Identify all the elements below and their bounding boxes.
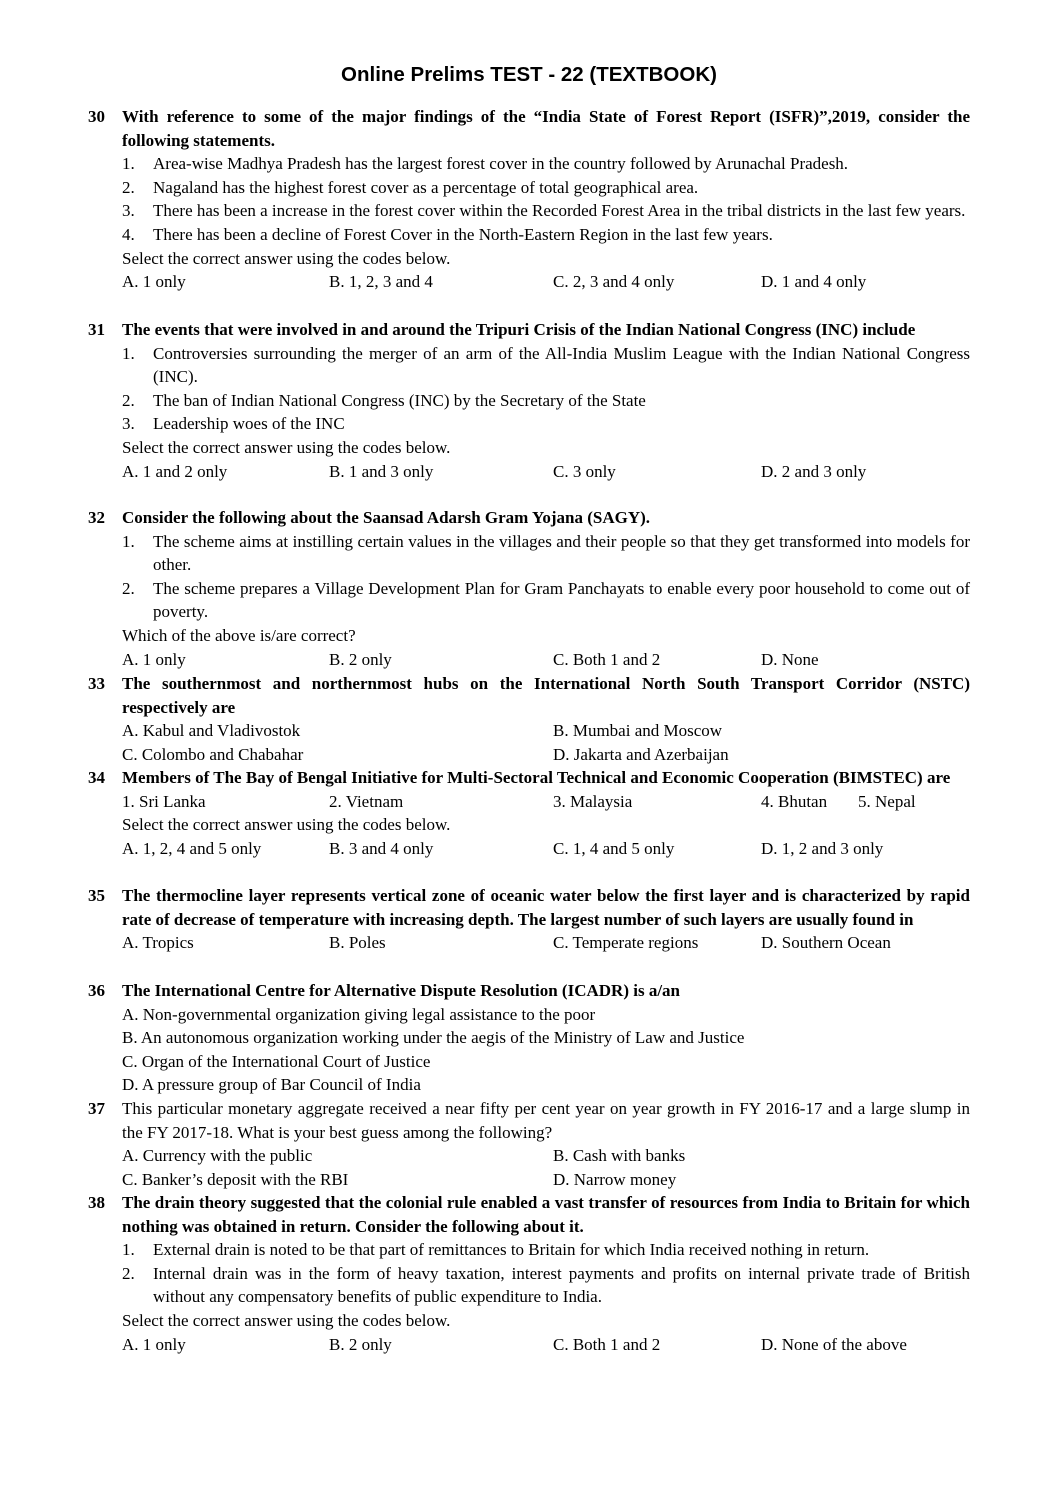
question-33 <box>88 672 970 766</box>
options-row <box>122 837 970 861</box>
page-title: Online Prelims TEST - 22 (TEXTBOOK) <box>341 63 717 86</box>
statement <box>122 389 970 413</box>
question-number: 38 <box>88 1193 105 1212</box>
statement <box>122 1238 970 1262</box>
item-1: 1. Sri Lanka <box>122 791 206 811</box>
option-c: C. 2, 3 and 4 only <box>553 272 675 292</box>
statement-number: 1. <box>122 1240 135 1260</box>
options-row <box>122 931 970 955</box>
item-2: 2. Vietnam <box>329 791 404 811</box>
option-c: C. Colombo and Chabahar <box>122 744 304 764</box>
statement-text: External drain is noted to be that part of remittances to Britain for which India received nothing in return. <box>153 1240 870 1260</box>
question-number: 30 <box>88 107 105 126</box>
answer-prompt: Which of the above is/are correct? <box>122 625 356 645</box>
statement-text: The ban of Indian National Congress (INC) by the Secretary of the State <box>153 390 646 410</box>
statement-number: 1. <box>122 531 135 551</box>
question-number: 36 <box>88 981 105 1000</box>
question-text: The southernmost and northernmost hubs on the International North South Transport Corridor (NSTC) respectively are <box>122 674 970 717</box>
option-b: B. 1, 2, 3 and 4 <box>329 272 433 292</box>
question-text: With reference to some of the major findings of the “India State of Forest Report (ISFR)”,2019, consider the following statements. <box>122 107 970 150</box>
statement-number: 2. <box>122 578 135 598</box>
statement <box>122 176 970 200</box>
question-30 <box>88 105 970 294</box>
statement-text: Area-wise Madhya Pradesh has the largest forest cover in the country followed by Arunachal Pradesh. <box>153 154 849 174</box>
question-37 <box>88 1097 970 1191</box>
option-c: C. Both 1 and 2 <box>553 649 661 669</box>
statement <box>122 152 970 176</box>
option-d: D. 1 and 4 only <box>761 272 867 292</box>
statement-text: There has been a decline of Forest Cover in the North-Eastern Region in the last few years. <box>153 224 773 244</box>
options-row <box>122 1168 970 1192</box>
statement-number: 3. <box>122 201 135 221</box>
option-b: B. 2 only <box>329 649 392 669</box>
statement-text: Controversies surrounding the merger of an arm of the All-India Muslim League with the Indian National Congress (INC). <box>153 343 970 387</box>
answer-prompt: Select the correct answer using the codes below. <box>122 1310 451 1330</box>
option-d: D. A pressure group of Bar Council of India <box>122 1075 421 1095</box>
option-d: D. Jakarta and Azerbaijan <box>553 744 729 764</box>
items-row <box>122 790 970 814</box>
statement-number: 2. <box>122 177 135 197</box>
options-row <box>122 719 970 743</box>
statement <box>122 577 970 624</box>
option-c: C. Banker’s deposit with the RBI <box>122 1169 349 1189</box>
option-c: C. 3 only <box>553 461 616 481</box>
statement <box>122 530 970 577</box>
option-a: A. 1 and 2 only <box>122 461 228 481</box>
option-c: C. 1, 4 and 5 only <box>553 838 675 858</box>
question-text: The International Centre for Alternative Dispute Resolution (ICADR) is a/an <box>122 981 680 1000</box>
option-d: D. Southern Ocean <box>761 933 891 953</box>
option-d: D. Narrow money <box>553 1169 677 1189</box>
question-text: The thermocline layer represents vertical zone of oceanic water below the first layer and is characterized by rapid rate of decrease of temperature with increasing depth. The largest number of such layers are usually found in <box>122 886 970 929</box>
question-35 <box>88 884 970 955</box>
statement-text: The scheme prepares a Village Development Plan for Gram Panchayats to enable every poor household to come out of poverty. <box>153 578 970 622</box>
statement-text: The scheme aims at instilling certain values in the villages and their people so that they get transformed into models for other. <box>153 531 970 575</box>
statement-number: 2. <box>122 390 135 410</box>
question-number: 31 <box>88 320 105 339</box>
statement <box>122 342 970 389</box>
option-b: B. 1 and 3 only <box>329 461 434 481</box>
statement-text: Nagaland has the highest forest cover as a percentage of total geographical area. <box>153 177 699 197</box>
option-a: A. 1, 2, 4 and 5 only <box>122 838 262 858</box>
option-d: D. None of the above <box>761 1334 907 1354</box>
statement <box>122 223 970 247</box>
statement <box>122 1262 970 1309</box>
item-5: 5. Nepal <box>858 791 916 811</box>
question-number: 37 <box>88 1099 105 1118</box>
option-a: A. 1 only <box>122 1334 186 1354</box>
option-a: A. 1 only <box>122 272 186 292</box>
option-a: A. Currency with the public <box>122 1146 313 1166</box>
question-text: This particular monetary aggregate received a near fifty per cent year on year growth in FY 2016-17 and a large slump in the FY 2017-18. What is your best guess among the following? <box>122 1099 970 1142</box>
option-b: B. 3 and 4 only <box>329 838 434 858</box>
option-a: A. Kabul and Vladivostok <box>122 721 301 741</box>
statement-text: Leadership woes of the INC <box>153 414 345 434</box>
answer-prompt: Select the correct answer using the codes below. <box>122 248 451 268</box>
answer-prompt: Select the correct answer using the codes below. <box>122 815 451 835</box>
item-4: 4. Bhutan <box>761 791 828 811</box>
options-row <box>122 1333 970 1357</box>
option-b: B. Cash with banks <box>553 1146 686 1166</box>
statement-text: Internal drain was in the form of heavy taxation, interest payments and profits on internal private trade of British without any compensatory benefits of public expenditure to India. <box>153 1263 970 1307</box>
option-c: C. Temperate regions <box>553 933 699 953</box>
option-d: D. 2 and 3 only <box>761 461 867 481</box>
statement <box>122 412 970 436</box>
option-a: A. Non-governmental organization giving legal assistance to the poor <box>122 1004 596 1024</box>
options-row <box>122 743 970 767</box>
option-b: B. 2 only <box>329 1334 392 1354</box>
question-34 <box>88 766 970 860</box>
question-text: Members of The Bay of Bengal Initiative for Multi-Sectoral Technical and Economic Cooperation (BIMSTEC) are <box>122 768 951 787</box>
question-36 <box>88 979 970 1097</box>
option-b: B. An autonomous organization working under the aegis of the Ministry of Law and Justice <box>122 1028 745 1048</box>
option-a: A. Tropics <box>122 933 194 953</box>
option-c: C. Both 1 and 2 <box>553 1334 661 1354</box>
options-row <box>122 460 970 484</box>
statement-number: 2. <box>122 1263 135 1283</box>
option-b: B. Poles <box>329 933 386 953</box>
option-a: A. 1 only <box>122 649 186 669</box>
options-row <box>122 648 970 672</box>
statement-text: There has been a increase in the forest cover within the Recorded Forest Area in the tribal districts in the last few years. <box>153 201 966 221</box>
question-number: 35 <box>88 886 105 905</box>
statement-number: 3. <box>122 414 135 434</box>
question-31 <box>88 318 970 483</box>
answer-prompt: Select the correct answer using the codes below. <box>122 437 451 457</box>
statement <box>122 199 970 223</box>
question-38 <box>88 1191 970 1356</box>
option-c: C. Organ of the International Court of Justice <box>122 1051 431 1071</box>
question-text: The drain theory suggested that the colonial rule enabled a vast transfer of resources from India to Britain for which nothing was obtained in return. Consider the following about it. <box>122 1193 970 1236</box>
options-row <box>122 1144 970 1168</box>
question-number: 34 <box>88 768 105 787</box>
question-number: 33 <box>88 674 105 693</box>
option-d: D. None <box>761 649 819 669</box>
question-text: Consider the following about the Saansad Adarsh Gram Yojana (SAGY). <box>122 508 651 527</box>
statement-number: 1. <box>122 343 135 363</box>
option-d: D. 1, 2 and 3 only <box>761 838 884 858</box>
options-row <box>122 270 970 294</box>
question-32 <box>88 506 970 671</box>
item-3: 3. Malaysia <box>553 791 633 811</box>
question-number: 32 <box>88 508 105 527</box>
option-b: B. Mumbai and Moscow <box>553 721 723 741</box>
statement-number: 4. <box>122 224 135 244</box>
question-text: The events that were involved in and around the Tripuri Crisis of the Indian National Congress (INC) include <box>122 320 916 339</box>
statement-number: 1. <box>122 154 135 174</box>
